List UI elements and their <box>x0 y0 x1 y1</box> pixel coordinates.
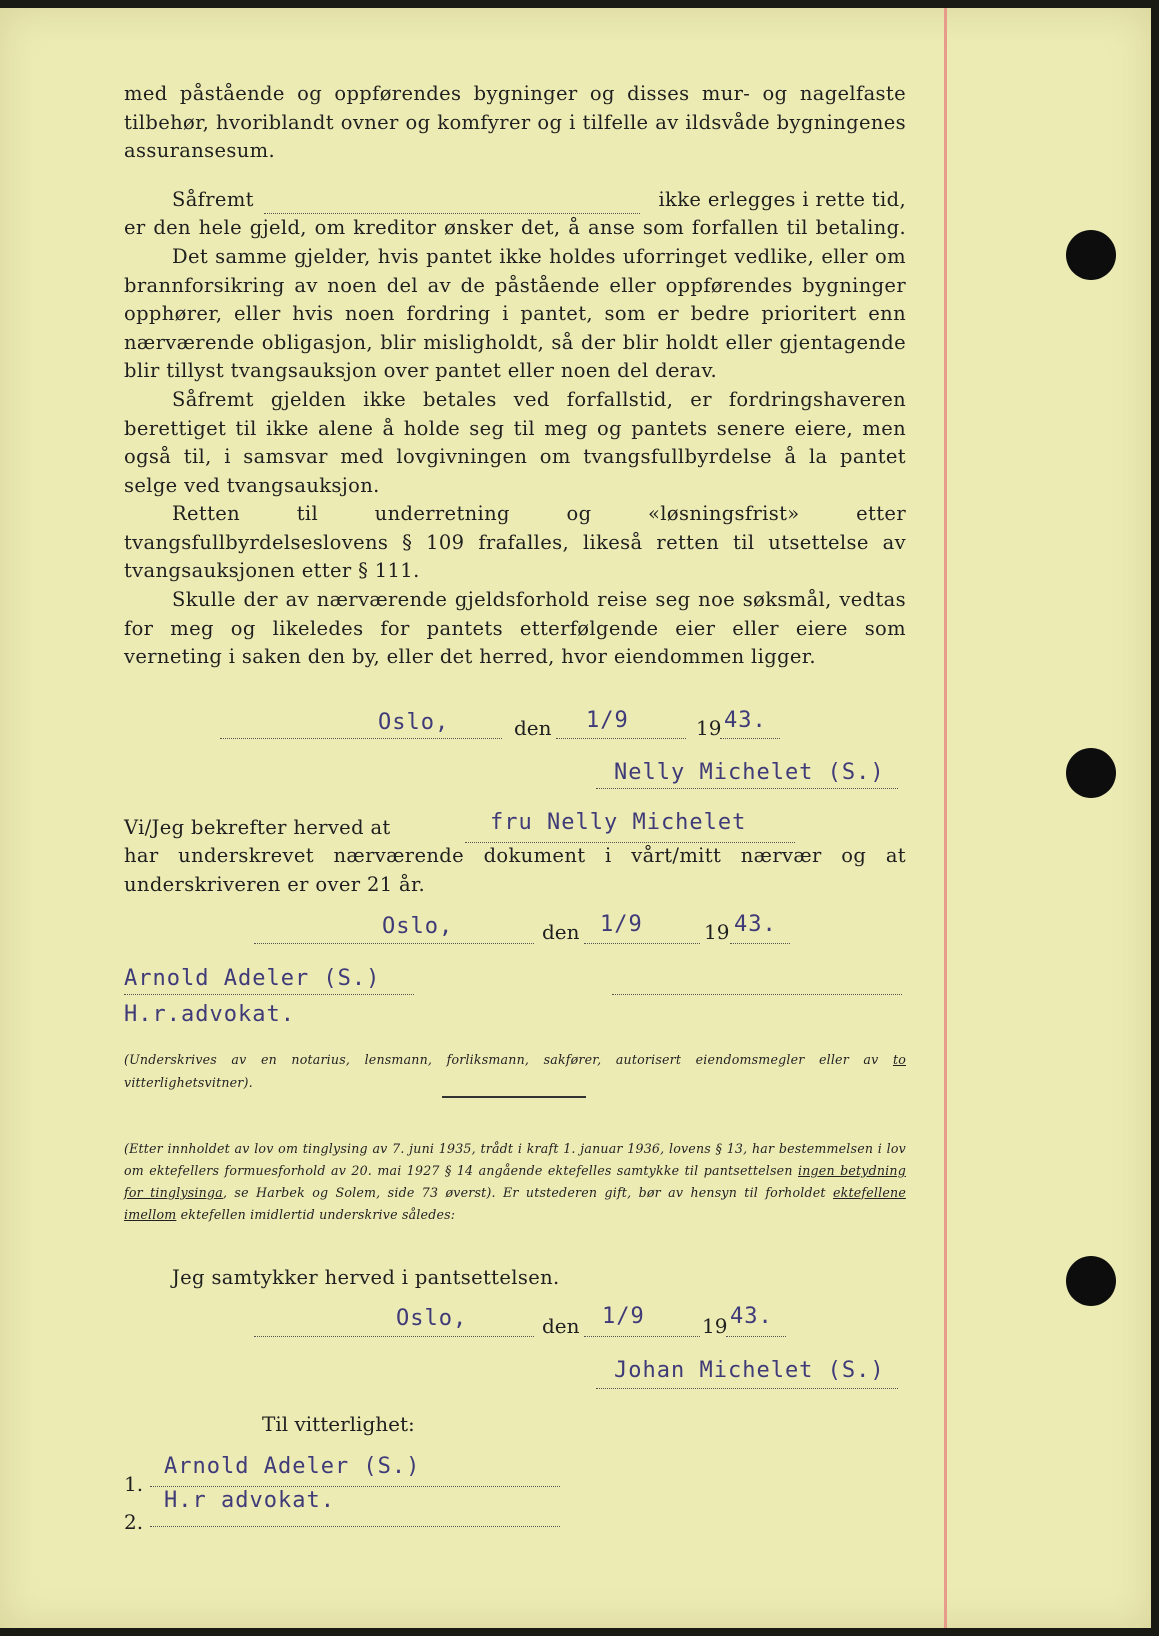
witness-1-title: H.r advokat. <box>164 1488 335 1513</box>
punch-hole-middle <box>1066 748 1116 798</box>
document-page <box>0 8 1151 1628</box>
sig2-name: Arnold Adeler (S.) <box>124 966 381 991</box>
sig3-name: Johan Michelet (S.) <box>614 1358 885 1383</box>
date-line-1 <box>556 738 686 739</box>
witness-1-number: 1. <box>124 1472 144 1496</box>
punch-hole-bottom <box>1066 1256 1116 1306</box>
signature-line-1 <box>596 788 898 789</box>
sig2-den-label: den <box>542 920 580 944</box>
bekreft-name: fru Nelly Michelet <box>490 810 747 835</box>
witness-2-number: 2. <box>124 1510 144 1534</box>
sig3-date: 1/9 <box>602 1304 645 1329</box>
note-law-1: (Etter innholdet av lov om tinglysing av 7. juni 1935, trådt i kraft 1. januar 1936, lovens § 13, har bestemmelsen i lov om ektefellers formuesforhold av 20. mai 1927 § 14 angående ektefelles samtykke til pantsettelsen <box>124 1141 906 1178</box>
sig3-den-label: den <box>542 1314 580 1338</box>
witness-signature-line <box>124 994 414 995</box>
paragraph-retten: Retten til underretning og «løsningsfrist» etter tvangsfullbyrdelseslovens § 109 frafalles, likeså retten til utsettelse av tvangsauksjonen etter § 111. <box>124 502 906 583</box>
red-margin-line <box>944 8 947 1628</box>
sig1-date: 1/9 <box>586 708 629 733</box>
note-law-underlined-2: ektefellene imellom <box>124 1185 906 1222</box>
vitterlighet-label: Til vitterlighet: <box>262 1412 415 1436</box>
sig1-name: Nelly Michelet (S.) <box>614 760 885 785</box>
date-line-3 <box>584 1336 700 1337</box>
sig2-year: 43. <box>734 912 777 937</box>
place-line-1 <box>220 738 502 739</box>
witness-1-line <box>150 1486 560 1487</box>
sig1-place: Oslo, <box>378 710 450 735</box>
sig3-year-prefix: 19 <box>702 1314 728 1338</box>
sig2-place: Oslo, <box>382 914 454 939</box>
sig1-year-prefix: 19 <box>696 716 722 740</box>
sig1-year: 43. <box>724 708 767 733</box>
sig3-place: Oslo, <box>396 1306 468 1331</box>
note-law <box>124 1138 906 1226</box>
place-line-2 <box>254 943 534 944</box>
paragraph-safremt-rest: er den hele gjeld, om kreditor ønsker det, å anse som forfallen til betaling. <box>124 216 906 239</box>
note-signers-pre: (Underskrives av en notarius, lensmann, forliksmann, sakfører, autorisert eiendomsmegler eller av <box>124 1052 879 1067</box>
note-signers-to: to <box>892 1052 906 1067</box>
second-signature-line <box>612 994 902 995</box>
note-signers <box>124 1048 906 1094</box>
paragraph-bekreft: har underskrevet nærværende dokument i vårt/mitt nærvær og at underskriveren er over 21 år. <box>124 844 906 896</box>
bekreft-prefix: Vi/Jeg bekrefter herved at <box>124 816 391 839</box>
year-line-1 <box>720 738 780 739</box>
sig3-year: 43. <box>730 1304 773 1329</box>
year-line-3 <box>726 1336 786 1337</box>
witness-1-name: Arnold Adeler (S.) <box>164 1454 421 1479</box>
note-law-underlined-1: ingen betydning for tinglysinga <box>124 1163 906 1200</box>
note-signers-post: vitterlighetsvitner). <box>124 1075 253 1090</box>
sig2-date: 1/9 <box>600 912 643 937</box>
note-law-2: , se Harbek og Solem, side 73 øverst). Er utstederen gift, bør av hensyn til forholdet <box>222 1185 826 1200</box>
date-line-2 <box>584 943 700 944</box>
paragraph-forfall: Såfremt gjelden ikke betales ved forfallstid, er fordringshaveren berettiget til ikke alene å holde seg til meg og pantets senere eiere, men også til, i samsvar med lovgivningen om tvangsfullbyrdelse å la pantet selge ved tvangsauksjon. <box>124 388 906 497</box>
separator-rule <box>442 1096 586 1098</box>
samtykke-text: Jeg samtykker herved i pantsettelsen. <box>172 1266 560 1289</box>
sig2-year-prefix: 19 <box>704 920 730 944</box>
signature-line-3 <box>596 1388 898 1389</box>
sig2-title: H.r.advokat. <box>124 1002 295 1027</box>
witness-2-line <box>150 1526 560 1527</box>
safremt-end: ikke erlegges i rette tid, <box>658 188 906 211</box>
paragraph-samme: Det samme gjelder, hvis pantet ikke holdes uforringet vedlike, eller om brannforsikring av noen del av de påstående eller oppførendes bygninger opphører, eller hvis noen fordring i pantet, som er bedre prioritert enn nærværende obligasjon, blir misligholdt, så der blir holdt eller gjentagende blir tillyst tvangsauksjon over pantet eller noen del derav. <box>124 245 906 383</box>
year-line-2 <box>730 943 790 944</box>
safremt-start: Såfremt <box>172 188 254 211</box>
punch-hole-top <box>1066 230 1116 280</box>
place-line-3 <box>254 1336 534 1337</box>
note-law-3: ektefellen imidlertid underskrive således: <box>180 1207 456 1222</box>
sig1-den-label: den <box>514 716 552 740</box>
paragraph-soksmal: Skulle der av nærværende gjeldsforhold reise seg noe søksmål, vedtas for meg og likeledes for pantets etterfølgende eier eller eiere som verneting i saken den by, eller det herred, hvor eiendommen ligger. <box>124 588 906 669</box>
paragraph-intro: med påstående og oppførendes bygninger og disses mur- og nagelfaste tilbehør, hvoriblandt ovner og komfyrer og i tilfelle av ildsvåde bygningenes assuransesum. <box>124 82 906 163</box>
